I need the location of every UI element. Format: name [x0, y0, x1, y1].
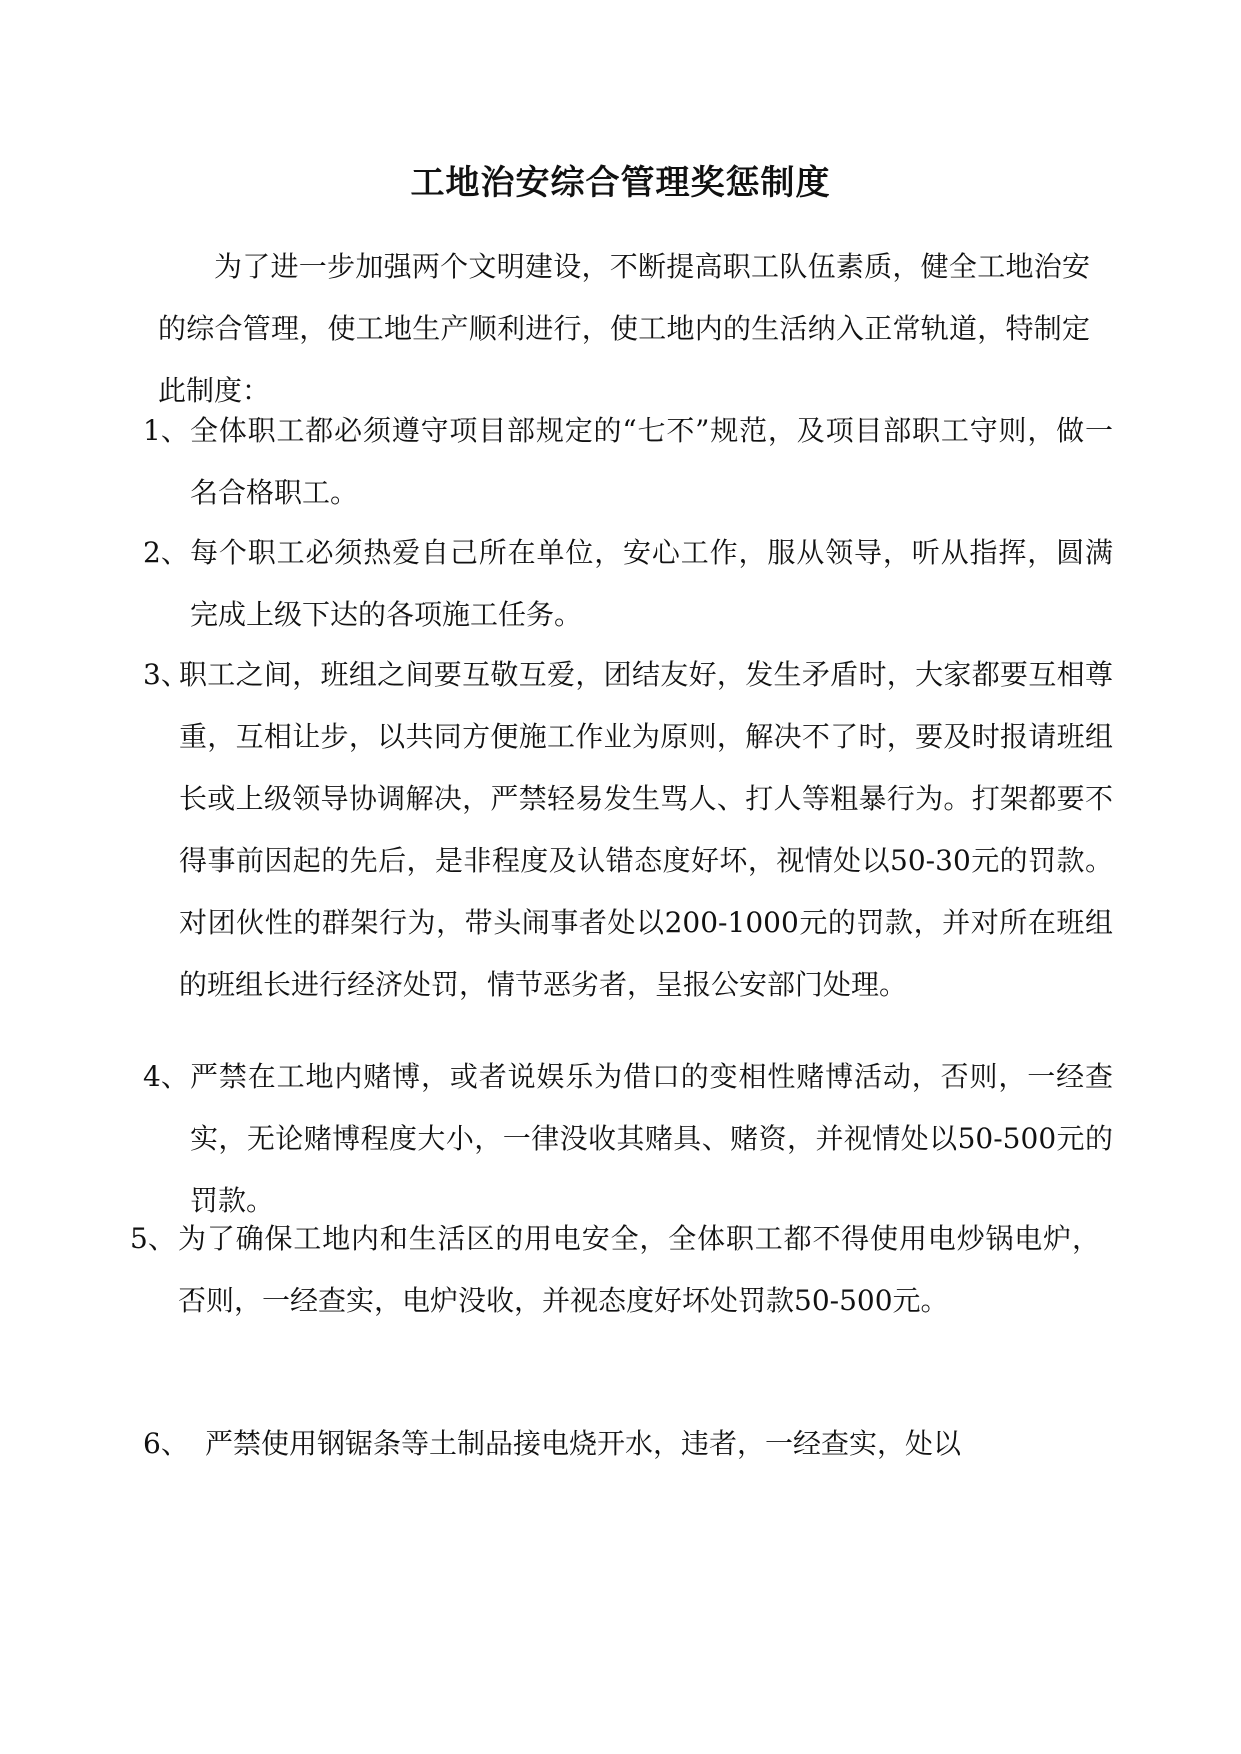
item-text: 严禁在工地内赌博，或者说娱乐为借口的变相性赌博活动，否则，一经查实，无论赌博程度大小，一律没收其赌具、赌资，并视情处以50-500元的罚款。	[190, 1060, 1113, 1217]
item-text: 严禁使用钢锯条等土制品接电烧开水，违者，一经查实，处以	[205, 1427, 962, 1460]
item-number: 2、	[143, 536, 189, 569]
item-number: 6、	[143, 1427, 189, 1460]
item-number: 1、	[143, 414, 189, 447]
document-title: 工地治安综合管理奖惩制度	[410, 163, 831, 203]
intro-paragraph: 为了进一步加强两个文明建设，不断提高职工队伍素质，健全工地治安的综合管理，使工地生产顺利进行，使工地内的生活纳入正常轨道，特制定此制度：	[158, 250, 1090, 407]
item-number: 5、	[130, 1222, 176, 1255]
item-number: 3、	[143, 658, 189, 691]
item-text: 全体职工都必须遵守项目部规定的“七不”规范，及项目部职工守则，做一名合格职工。	[190, 414, 1113, 509]
item-text: 每个职工必须热爱自己所在单位，安心工作，服从领导，听从指挥，圆满完成上级下达的各项施工任务。	[190, 536, 1113, 631]
item-text: 职工之间，班组之间要互敬互爱，团结友好，发生矛盾时，大家都要互相尊重，互相让步，以共同方便施工作业为原则，解决不了时，要及时报请班组长或上级领导协调解决，严禁轻易发生骂人、打人等粗暴行为。打架都要不得事前因起的先后，是非程度及认错态度好坏，视情处以50-30元的罚款。对团伙性的群架行为，带头闹事者处以200-1000元的罚款，并对所在班组的班组长进行经济处罚，情节恶劣者，呈报公安部门处理。	[179, 658, 1113, 1001]
item-text: 为了确保工地内和生活区的用电安全，全体职工都不得使用电炒锅电炉，否则，一经查实，电炉没收，并视态度好坏处罚款50-500元。	[178, 1222, 1100, 1317]
item-number: 4、	[143, 1060, 189, 1093]
